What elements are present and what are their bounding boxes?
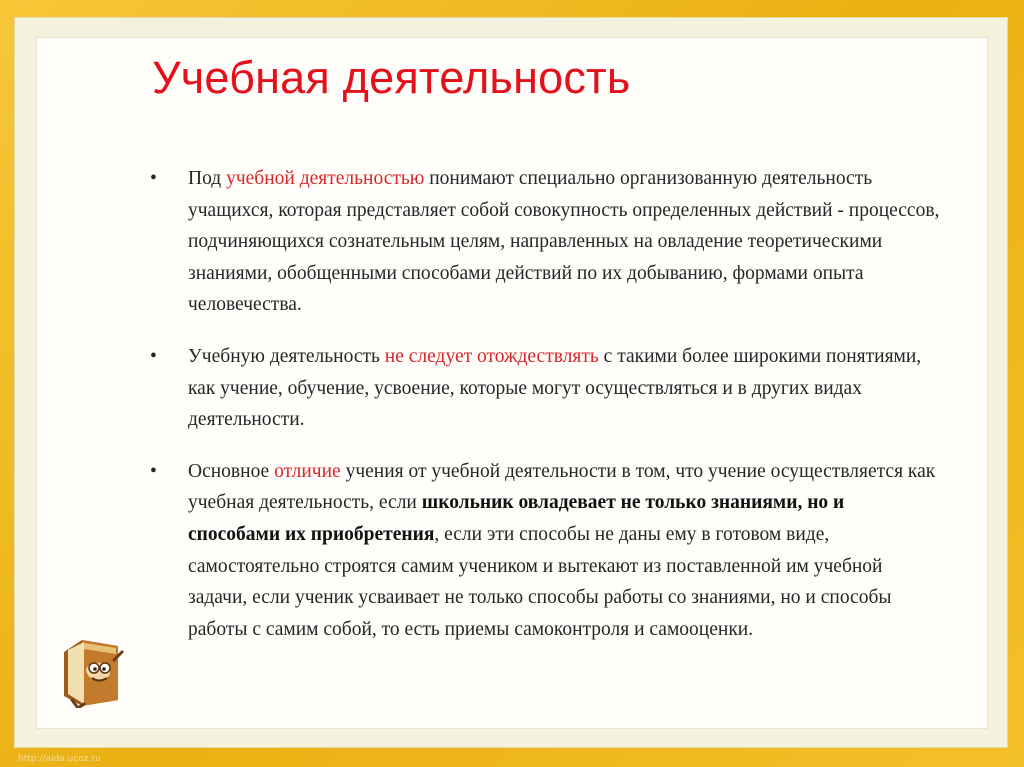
slide-title: Учебная деятельность	[152, 52, 631, 103]
highlighted-term: не следует отождествлять	[384, 345, 599, 367]
text-run: с такими более широкими понятиями, как учение, обучение, усвоение, которые могут осуществляться и в других видах деятельности.	[188, 345, 922, 431]
watermark: http://aida.ucoz.ru	[18, 754, 101, 764]
bullet-marker: •	[150, 345, 157, 367]
highlighted-term: отличие	[274, 460, 341, 482]
text-run: Под	[188, 168, 227, 189]
text-run: понимают специально организованную деятельность учащихся, которая представляет собой совокупность определенных действий - процессов, подчиняющихся сознательным целям, направленных на овладение теоретическими знаниями, обобщенными способами действий по их добыванию, формами опыта человечества.	[188, 168, 940, 316]
text-run: Учебную деятельность	[188, 345, 385, 367]
text-run: Основное	[188, 460, 275, 482]
text-run: учения от учебной деятельности в том, что учение осуществляется как учебная деятельность, если	[188, 460, 936, 514]
bold-phrase: школьник овладевает не только знаниями, но и способами их приобретения	[188, 492, 845, 545]
bullet-list	[150, 163, 940, 645]
bullet-item-3	[150, 456, 940, 646]
cartoon-book-icon	[58, 630, 126, 708]
bullet-marker: •	[150, 168, 157, 189]
bullet-marker: •	[150, 460, 157, 482]
text-run: , если эти способы не даны ему в готовом виде, самостоятельно строятся самим учеником и вытекают из поставленной им учебной задачи, если ученик усваивает не только способы работы со знаниями, но и способы работы с самим собой, то есть приемы самоконтроля и самооценки.	[188, 523, 892, 640]
bullet-item-1	[150, 163, 940, 321]
highlighted-term: учебной деятельностью	[226, 168, 425, 189]
bullet-item-2	[150, 341, 940, 436]
